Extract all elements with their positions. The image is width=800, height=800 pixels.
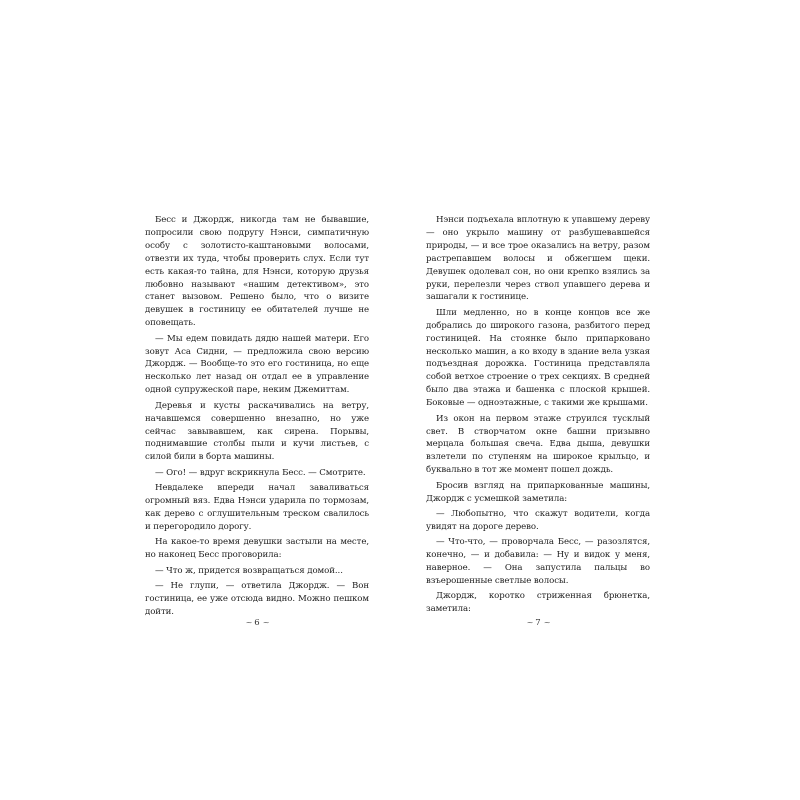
- paragraph: На какое-то время девушки застыли на месте, но наконец Бесс проговорила:: [145, 537, 369, 561]
- paragraph: Из окон на первом этаже струился тусклый свет. В створчатом окне башни призывно мерцала большая свеча. Едва дыша, девушки взлетели по ступеням на широкое крыльцо, и буквально в тот же момент пошел дождь.: [426, 413, 650, 476]
- paragraph: — Ого! — вдруг вскрикнула Бесс. — Смотрите.: [155, 467, 366, 478]
- ornament-right-icon: ~: [543, 618, 550, 627]
- paragraph: — Не глупи, — ответила Джордж. — Вон гостиница, ее уже отсюда видно. Можно пешком дойти.: [145, 580, 369, 617]
- page-number-value: 6: [254, 618, 260, 628]
- page-number-left: [227, 618, 287, 628]
- paragraph: — Мы едем повидать дядю нашей матери. Его зовут Аса Сидни, — предложила свою версию Джордж. — Вообще-то это его гостиница, но еще несколько лет назад он отдал ее в управление одной супружеской паре, неким Джемиттам.: [145, 333, 369, 396]
- paragraph: — Что ж, придется возвращаться домой...: [155, 565, 343, 576]
- ornament-left-icon: ~: [245, 618, 252, 627]
- paragraph: — Любопытно, что скажут водители, когда увидят на дороге дерево.: [426, 508, 650, 532]
- paragraph: Джордж, коротко стриженная брюнетка, заметила:: [426, 591, 650, 615]
- paragraph: Шли медленно, но в конце концов все же добрались до широкого газона, разбитого перед гостиницей. На стоянке было припарковано несколько машин, а ко входу в здание вела узкая подъездная дорожка. Гостиница представляла собой ветхое строение о трех секциях. В средней было два этажа и башенка с плоской крышей. Боковые — одноэтажные, с такими же крышами.: [426, 307, 650, 409]
- ornament-left-icon: ~: [526, 618, 533, 627]
- paragraph: Бесс и Джордж, никогда там не бывавшие, попросили свою подругу Нэнси, симпатичную особу с золотисто-каштановыми волосами, отвезти их туда, чтобы проверить слух. Если тут есть какая-то тайна, для Нэнси, которую друзья любовно называют «нашим детективом», это станет вызовом. Решено было, что о визите девушек в гостиницу ее обитателей лучше не оповещать.: [145, 215, 369, 329]
- ornament-right-icon: ~: [262, 618, 269, 627]
- paragraph: Деревья и кусты раскачивались на ветру, начавшемся совершенно внезапно, но уже сейчас завывавшем, как сирена. Порывы, поднимавшие столбы пыли и кучи листьев, с силой били в борта машины.: [145, 400, 369, 463]
- right-page-text: [426, 214, 650, 619]
- page-number-right: [508, 618, 568, 628]
- left-page-text: [145, 214, 369, 621]
- paragraph: — Что-что, — проворчала Бесс, — разозлятся, конечно, — и добавила: — Ну и видок у меня, наверное. — Она запустила пальцы во взъерошенные светлые волосы.: [426, 537, 650, 586]
- paragraph: Бросив взгляд на припаркованные машины, Джордж с усмешкой заметила:: [426, 480, 650, 504]
- page-number-value: 7: [535, 618, 541, 628]
- paragraph: Нэнси подъехала вплотную к упавшему дереву — оно укрыло машину от разбушевавшейся природы, — и все трое оказались на ветру, разом растрепавшем волосы и обжегшем щеки. Девушек одолевал сон, но они крепко взялись за руки, перелезли через ствол упавшего дерева и зашагали к гостинице.: [426, 215, 650, 303]
- paragraph: Невдалеке впереди начал заваливаться огромный вяз. Едва Нэнси ударила по тормозам, как дерево с оглушительным треском свалилось и перегородило дорогу.: [145, 483, 369, 532]
